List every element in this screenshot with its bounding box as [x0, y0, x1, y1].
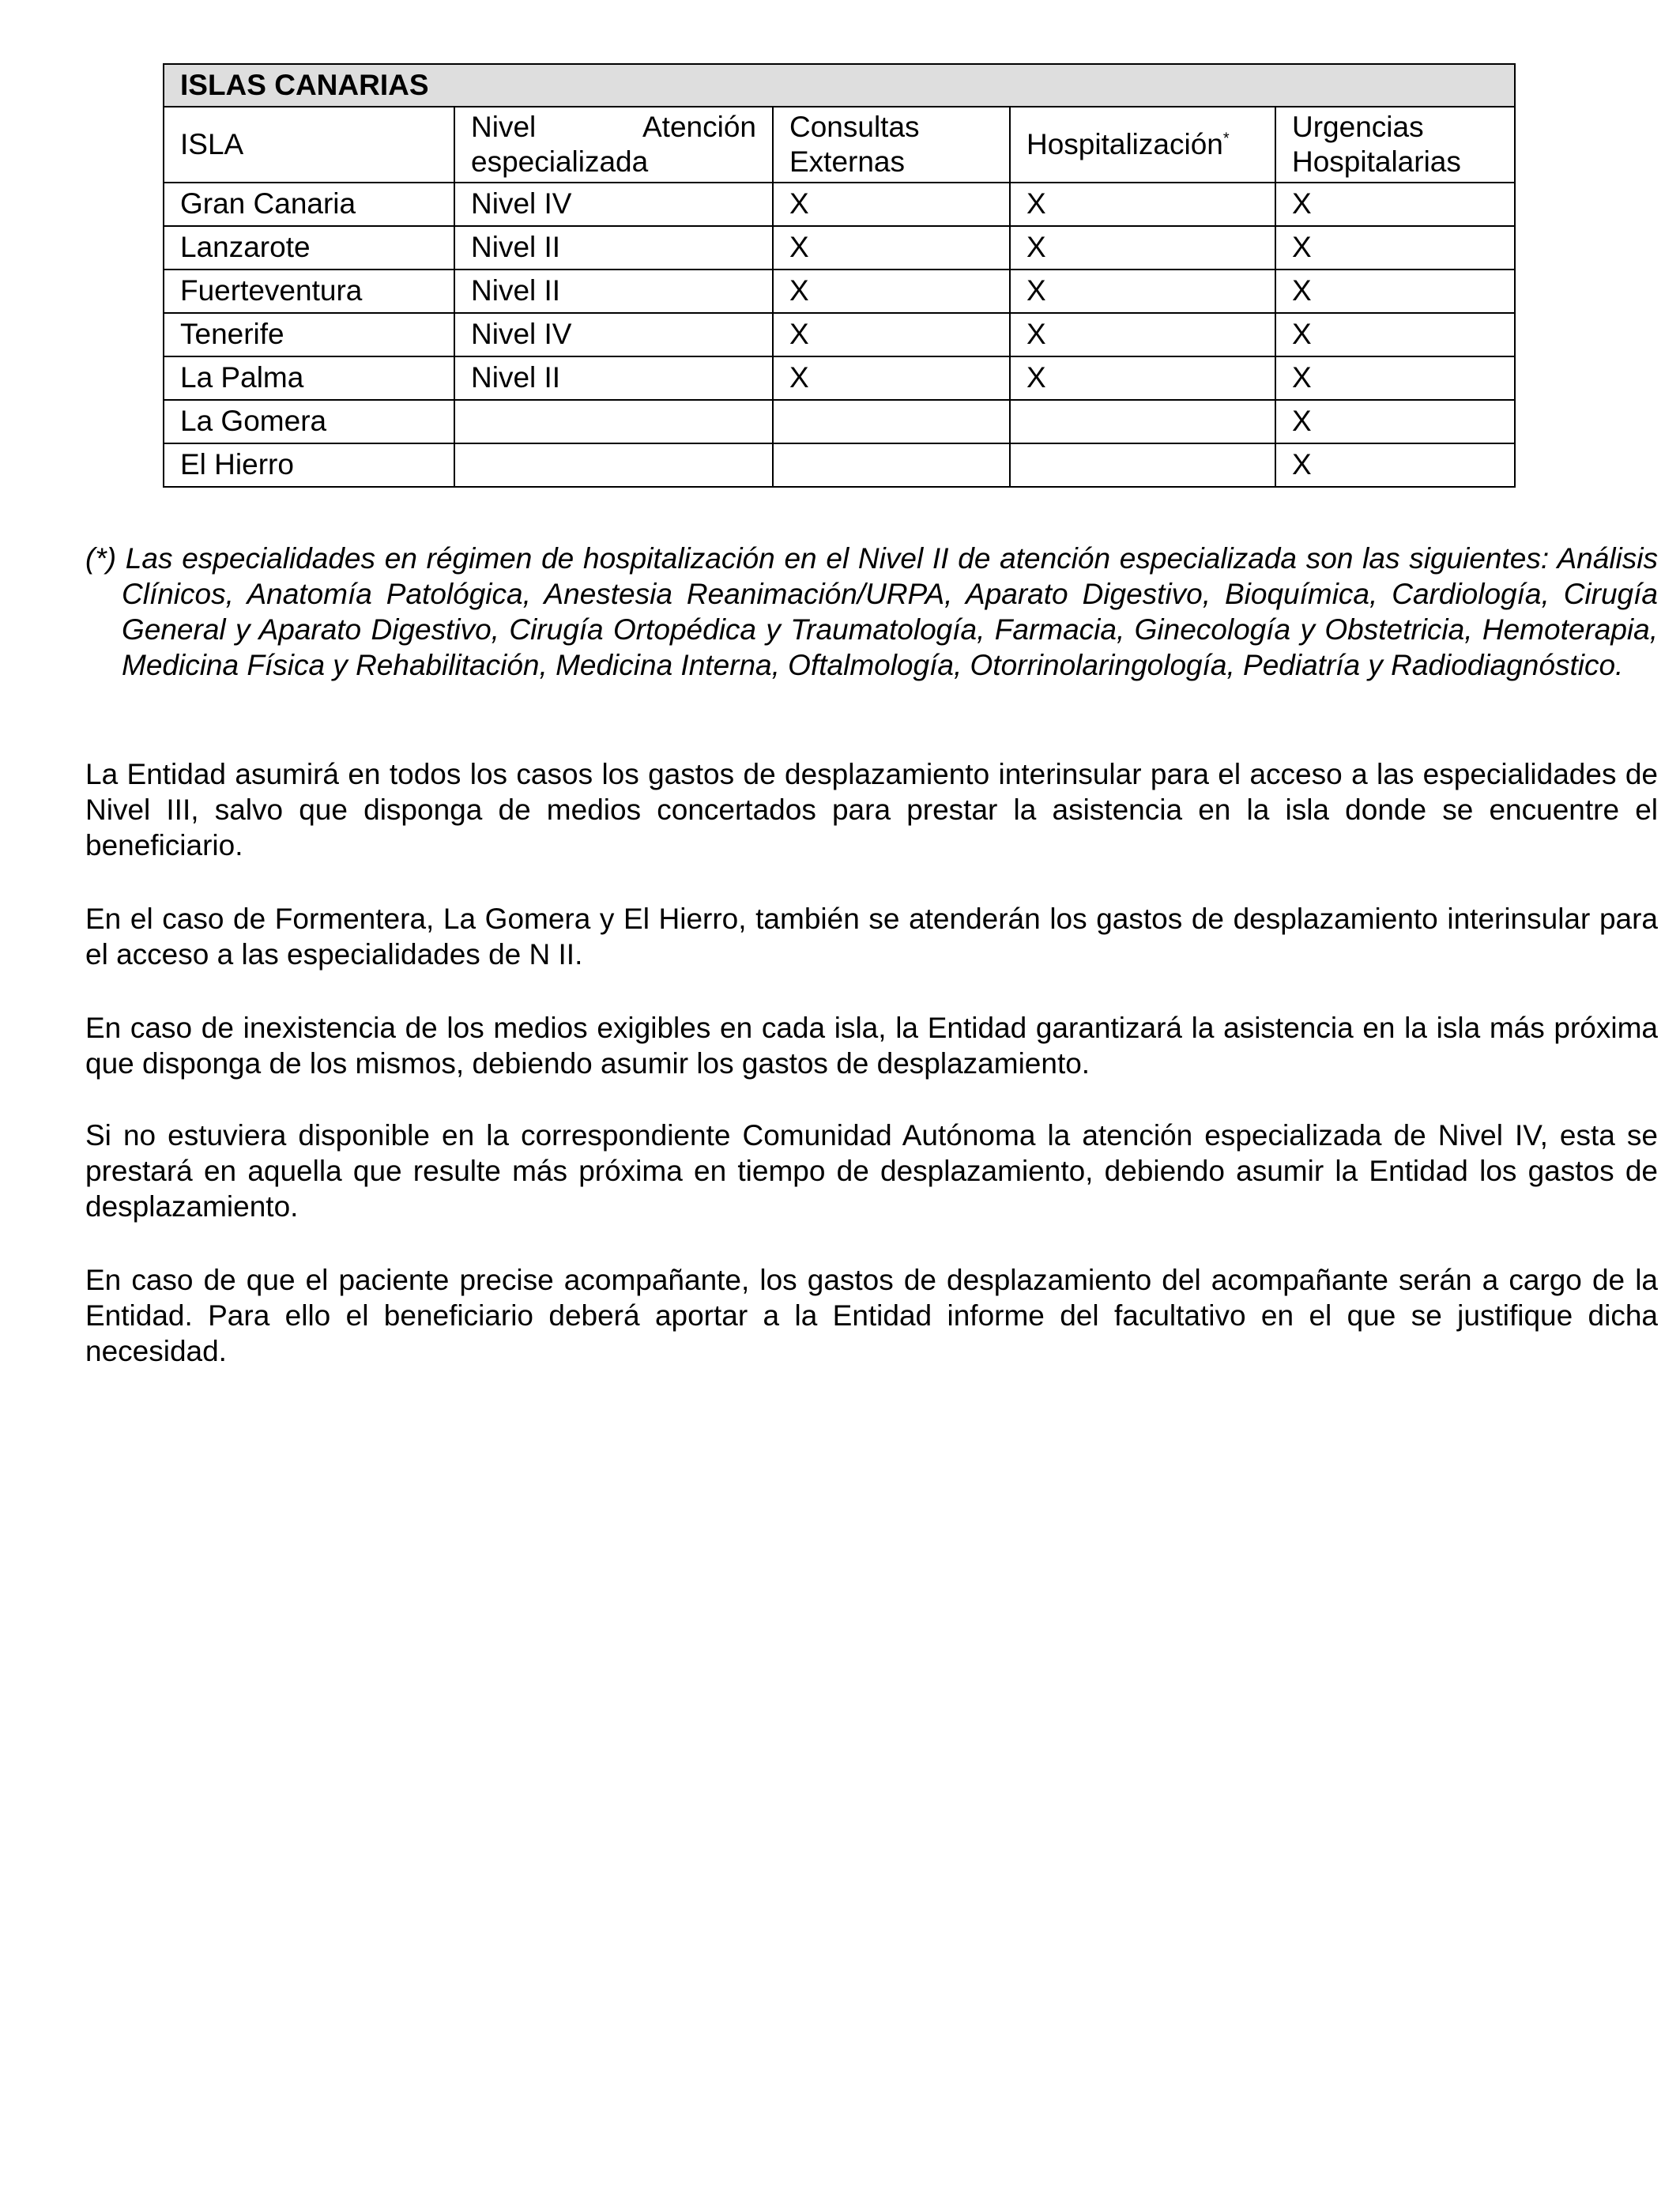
- header-urgencias-line2: Hospitalarias: [1292, 145, 1461, 178]
- table-row: [164, 183, 1515, 226]
- cell-hospitalizacion: X: [1010, 356, 1275, 400]
- header-isla: ISLA: [164, 107, 454, 183]
- footnote-paragraph: (*) Las especialidades en régimen de hospitalización en el Nivel II de atención especializada son las siguientes: Análisis Clínicos, Anatomía Patológica, Anestesia Reanimación/URPA, Aparato Digestivo, Bioquímica, Cardiología, Cirugía General y Aparato Digestivo, Cirugía Ortopédica y Traumatología, Farmacia, Ginecología y Obstetricia, Hemoterapia, Medicina Física y Rehabilitación, Medicina Interna, Oftalmología, Otorrinolaringología, Pediatría y Radiodiagnóstico.: [85, 542, 1658, 681]
- cell-consultas: X: [773, 356, 1010, 400]
- cell-urgencias: X: [1275, 183, 1515, 226]
- cell-isla: Lanzarote: [164, 226, 454, 270]
- cell-consultas: X: [773, 183, 1010, 226]
- cell-nivel: Nivel IV: [454, 183, 773, 226]
- table-row: [164, 400, 1515, 443]
- cell-consultas: X: [773, 270, 1010, 313]
- cell-urgencias: X: [1275, 356, 1515, 400]
- cell-consultas: [773, 443, 1010, 487]
- cell-isla: Gran Canaria: [164, 183, 454, 226]
- cell-consultas: X: [773, 313, 1010, 356]
- table-title: ISLAS CANARIAS: [164, 64, 1515, 107]
- islas-canarias-table: [163, 63, 1516, 488]
- header-nivel-line2: especializada: [471, 145, 649, 178]
- cell-isla: El Hierro: [164, 443, 454, 487]
- header-urgencias: [1275, 107, 1515, 183]
- header-consultas-line2: Externas: [789, 145, 906, 178]
- paragraph-interinsular-nivel-iii: La Entidad asumirá en todos los casos los gastos de desplazamiento interinsular para el acceso a las especialidades de Nivel III, salvo que disponga de medios concertados para prestar la asistencia en la isla donde se encuentre el beneficiario.: [85, 758, 1658, 861]
- cell-urgencias: X: [1275, 400, 1515, 443]
- header-hospitalizacion: [1010, 107, 1275, 183]
- cell-consultas: X: [773, 226, 1010, 270]
- header-nivel-line1: [471, 110, 772, 145]
- cell-isla: La Palma: [164, 356, 454, 400]
- cell-consultas: [773, 400, 1010, 443]
- cell-hospitalizacion: [1010, 400, 1275, 443]
- paragraph-formentera-gomera-hierro: En el caso de Formentera, La Gomera y El Hierro, también se atenderán los gastos de desplazamiento interinsular para el acceso a las especialidades de N II.: [85, 903, 1658, 971]
- table-row: [164, 443, 1515, 487]
- cell-nivel: Nivel IV: [454, 313, 773, 356]
- table-row: [164, 356, 1515, 400]
- header-nivel: [454, 107, 773, 183]
- table-row: [164, 313, 1515, 356]
- cell-isla: Fuerteventura: [164, 270, 454, 313]
- cell-hospitalizacion: [1010, 443, 1275, 487]
- cell-hospitalizacion: X: [1010, 270, 1275, 313]
- cell-urgencias: X: [1275, 443, 1515, 487]
- footnote-marker: *: [1222, 130, 1230, 148]
- header-nivel-word2: Atención: [642, 110, 756, 143]
- cell-hospitalizacion: X: [1010, 183, 1275, 226]
- paragraph-inexistencia-medios: En caso de inexistencia de los medios exigibles en cada isla, la Entidad garantizará la asistencia en la isla más próxima que disponga de los mismos, debiendo asumir los gastos de desplazamiento.: [85, 1012, 1658, 1080]
- header-consultas-line1: Consultas: [789, 110, 920, 143]
- table-row: [164, 226, 1515, 270]
- table-title-row: [164, 64, 1515, 107]
- header-consultas: [773, 107, 1010, 183]
- cell-nivel: [454, 400, 773, 443]
- paragraph-nivel-iv: Si no estuviera disponible en la correspondiente Comunidad Autónoma la atención especializada de Nivel IV, esta se prestará en aquella que resulte más próxima en tiempo de desplazamiento, debiendo asumir la Entidad los gastos de desplazamiento.: [85, 1119, 1658, 1223]
- cell-hospitalizacion: X: [1010, 313, 1275, 356]
- header-urgencias-line1: Urgencias: [1292, 110, 1424, 143]
- cell-nivel: Nivel II: [454, 226, 773, 270]
- cell-urgencias: X: [1275, 270, 1515, 313]
- table-row: [164, 270, 1515, 313]
- cell-nivel: [454, 443, 773, 487]
- cell-urgencias: X: [1275, 226, 1515, 270]
- cell-isla: La Gomera: [164, 400, 454, 443]
- cell-nivel: Nivel II: [454, 356, 773, 400]
- header-nivel-word1: Nivel: [471, 110, 537, 143]
- paragraph-acompanante: En caso de que el paciente precise acompañante, los gastos de desplazamiento del acompañante serán a cargo de la Entidad. Para ello el beneficiario deberá aportar a la Entidad informe del facultativo en el que se justifique dicha necesidad.: [85, 1264, 1658, 1367]
- cell-urgencias: X: [1275, 313, 1515, 356]
- cell-hospitalizacion: X: [1010, 226, 1275, 270]
- header-hospitalizacion-label: Hospitalización: [1026, 127, 1223, 160]
- table-header-row: [164, 107, 1515, 183]
- cell-nivel: Nivel II: [454, 270, 773, 313]
- cell-isla: Tenerife: [164, 313, 454, 356]
